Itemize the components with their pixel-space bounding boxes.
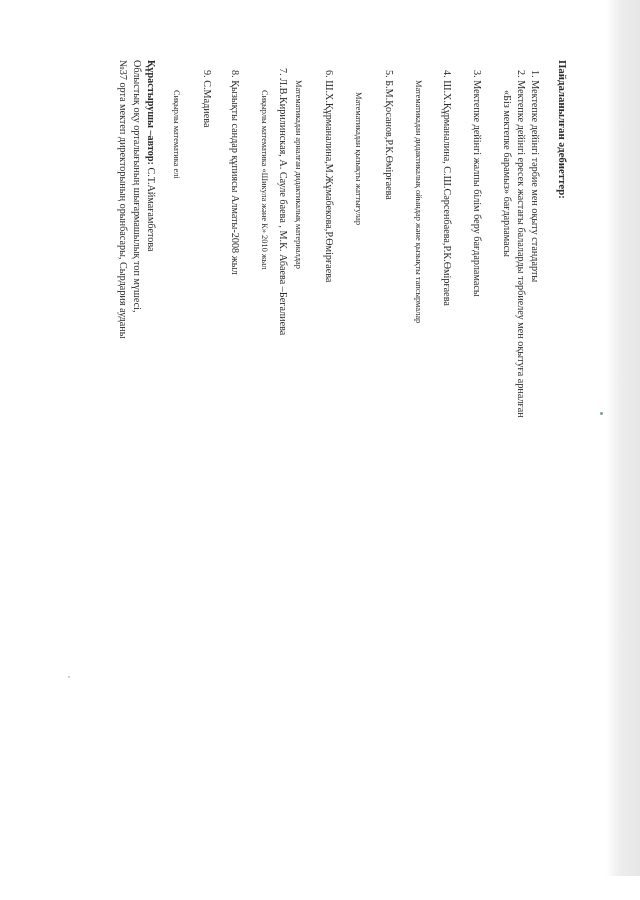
reference-line: 3. Мектепке дейінгі жалпы білім беру бағдарламасы bbox=[471, 70, 482, 297]
reference-line: Сиқырлы математика елі bbox=[172, 90, 181, 179]
reference-line: «Біз мектепке барамыз» бағдарламасы bbox=[501, 90, 512, 258]
reference-line: Математикадан дидактикалық ойындар және қызықты тапсырмалар bbox=[414, 80, 423, 324]
author-label: Құрастырушы –автор: bbox=[145, 60, 156, 165]
reference-line: 9. С.Мадиева bbox=[201, 70, 212, 128]
author-name: С.Т.Аймағамбетова bbox=[145, 164, 156, 252]
scan-speck bbox=[600, 412, 603, 415]
references-title: Пайдаланылған әдебиеттер: bbox=[556, 60, 568, 199]
author-position: №37 орта мектеп директорының орынбасары, Сырдария ауданы bbox=[117, 60, 128, 339]
scan-speck bbox=[68, 676, 70, 678]
author-line bbox=[144, 60, 156, 252]
reference-line: 1. Мектепке дейінгі тәрбие мен оқыту стандарты bbox=[529, 70, 540, 283]
reference-line: Математикадан қызықты жаттығулар bbox=[354, 92, 363, 226]
reference-line: Математикадан арналған дидактикалық материалдар bbox=[294, 80, 303, 269]
reference-line: 4. Ш.Х.Құрманалина, С.Ш.Сәрсенбаева,Р.К.Өмірғаева bbox=[441, 70, 452, 306]
reference-line: Сиқырлы математика «Шикула және К» 2010 жыл bbox=[260, 90, 269, 270]
reference-line: 2. Мектепке дейінгі ересек жастағы балаларды тәрбиелеу мен оқытуға арналған bbox=[515, 70, 526, 418]
reference-line: 8. Қызықты сандар құпиясы Алматы-2008 жыл bbox=[229, 70, 240, 275]
reference-line: 6. Ш.Х.Құрманалина,М.Жұмабекова,Р.Өмірғаева bbox=[323, 70, 334, 283]
reference-line: 7. Л.В.Кирилинская, А. Сауле баева , М.К. Абаева –Бегалиева bbox=[277, 68, 288, 336]
reference-line: 5. Б.М.Қосанов,Р.К.Өмірғаева bbox=[383, 70, 394, 200]
author-affiliation: Облыстық оқу орталығының шығармашылық топ мүшесі, bbox=[131, 60, 142, 313]
